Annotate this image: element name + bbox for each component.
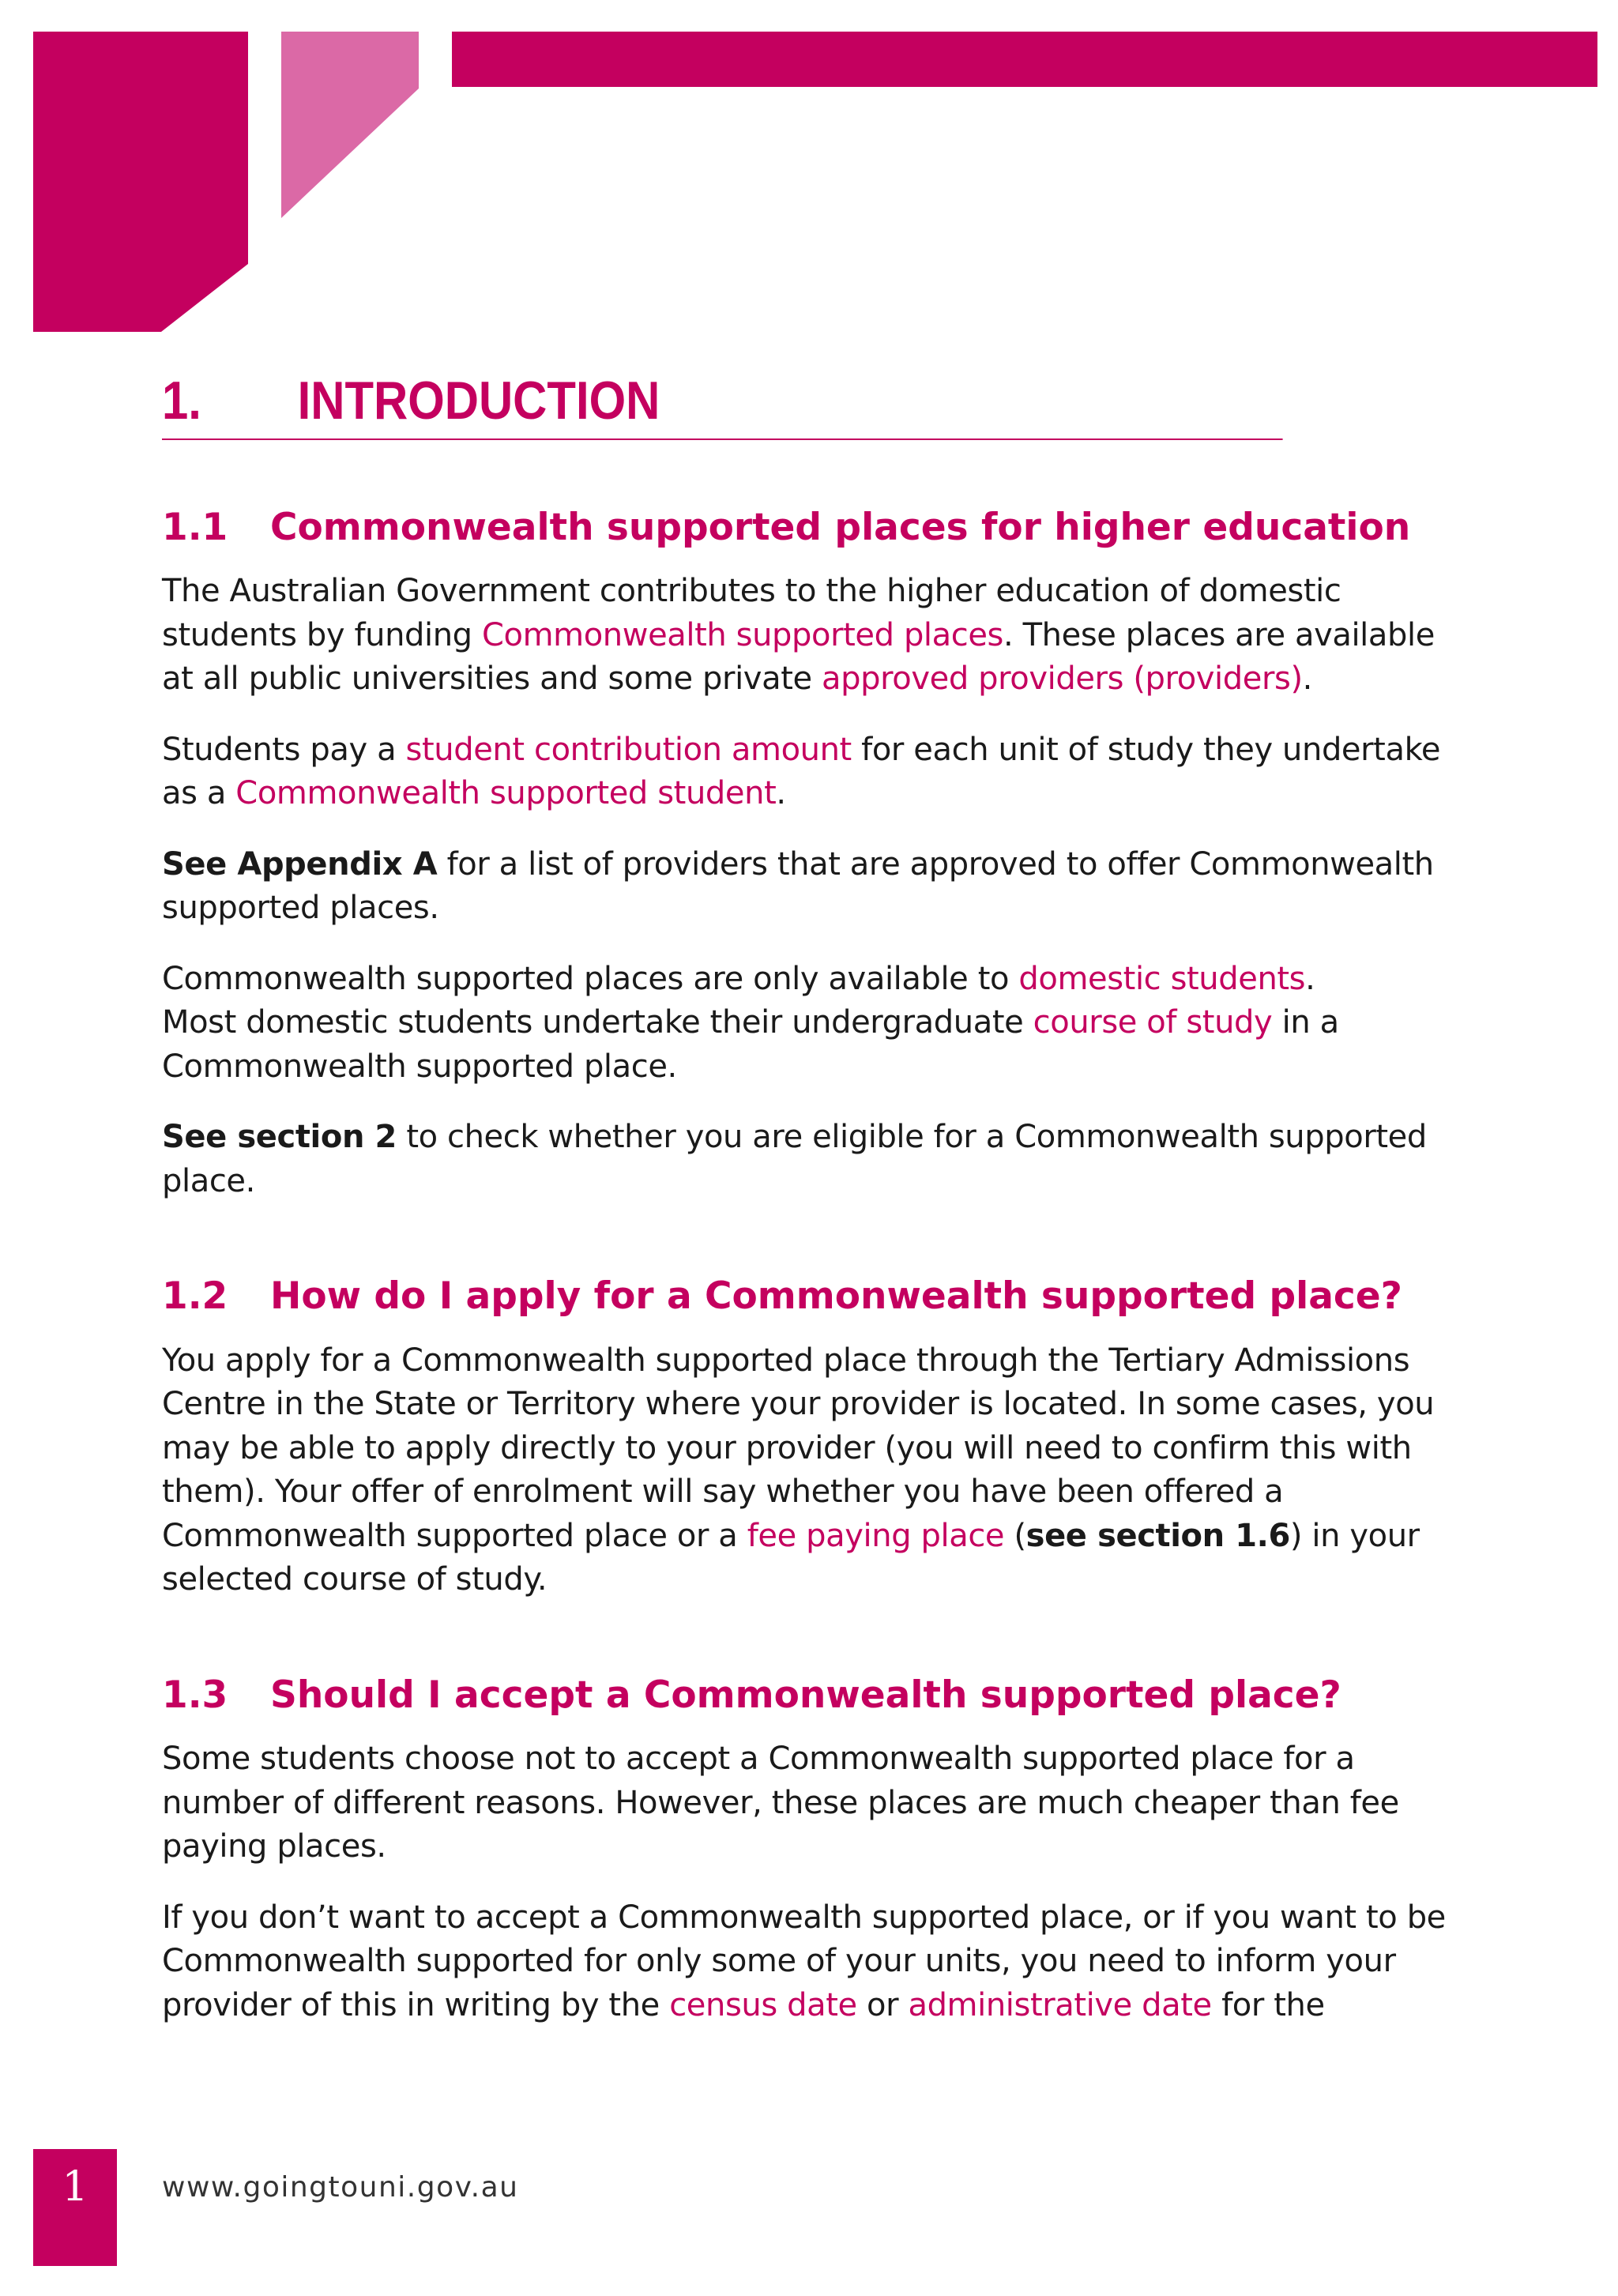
text-run: . These places are available at all public universities and some private (162, 616, 1435, 698)
section-gap (162, 1230, 1458, 1274)
body-content (162, 506, 1458, 2054)
header-block-left (33, 32, 248, 332)
bold-reference: see section 1.6 (1025, 1517, 1290, 1554)
text-run: . (1302, 661, 1312, 698)
text-run: Most domestic students undertake their undergraduate (162, 1004, 1033, 1041)
section-1-1 (162, 506, 1458, 1203)
glossary-term-link[interactable]: student contribution amount (405, 731, 852, 768)
glossary-term-link[interactable]: administrative date (908, 1986, 1212, 2023)
chapter-title: INTRODUCTION (297, 371, 660, 431)
glossary-term-link[interactable]: Commonwealth supported student (235, 775, 777, 812)
section-title (162, 1274, 1458, 1319)
text-run: If you don’t want to accept a Commonwealth supported place, or if you want to be Commonwealth supported for only some of your units, you need to inform your provider of this in writing by the (162, 1899, 1446, 2023)
chapter-number: 1. (162, 371, 201, 431)
section-body (162, 1339, 1458, 1602)
text-run: for the (1211, 1986, 1325, 2023)
text-run: Commonwealth supported places are only available to (162, 960, 1019, 997)
paragraph (162, 570, 1458, 702)
text-run: Students pay a (162, 731, 406, 768)
bold-reference: See section 2 (162, 1119, 397, 1156)
text-run: ) in your selected course of study. (162, 1517, 1420, 1598)
paragraph (162, 728, 1458, 816)
chapter-heading (162, 371, 1283, 440)
section-heading-text: Commonwealth supported places for higher education (270, 506, 1411, 549)
section-number: 1.3 (162, 1673, 228, 1717)
text-run: for a list of providers that are approved to offer Commonwealth supported places. (162, 845, 1434, 927)
section-title (162, 506, 1458, 550)
section-gap (162, 1629, 1458, 1673)
glossary-term-link[interactable]: census date (669, 1986, 857, 2023)
text-run: You apply for a Commonwealth supported place through the Tertiary Admissions Centre in the State or Territory where your provider is located. In some cases, you may be able to apply directly to your provider (you will need to confirm this with them). Your offer of enrolment will say whether you have been offered a Commonwealth supported place or a (162, 1342, 1435, 1554)
text-run: or (856, 1986, 909, 2023)
header-decoration (0, 0, 1618, 340)
section-number: 1.1 (162, 506, 228, 549)
section-heading-text: How do I apply for a Commonwealth supported place? (270, 1274, 1402, 1319)
text-run: in a Commonwealth supported place. (162, 1004, 1339, 1085)
glossary-term-link[interactable]: approved providers (providers) (822, 661, 1303, 698)
paragraph (162, 1116, 1458, 1203)
section-heading-text: Should I accept a Commonwealth supported place? (270, 1673, 1341, 1717)
bold-reference: See Appendix A (162, 845, 438, 883)
paragraph (162, 1339, 1458, 1602)
header-block-light (281, 32, 419, 218)
section-title (162, 1673, 1458, 1718)
section-1-2 (162, 1274, 1458, 1602)
text-run: to check whether you are eligible for a Commonwealth supported place. (162, 1119, 1427, 1199)
text-run: . (776, 775, 786, 812)
text-run: The Australian Government contributes to the higher education of domestic students by funding (162, 573, 1341, 653)
section-number: 1.2 (162, 1274, 228, 1319)
section-1-3 (162, 1673, 1458, 2027)
paragraph (162, 1737, 1458, 1869)
text-run: Some students choose not to accept a Commonwealth supported place for a number of different reasons. However, these places are much cheaper than fee paying places. (162, 1741, 1399, 1865)
paragraph (162, 843, 1458, 931)
header-bar-right (452, 32, 1597, 87)
text-run: ( (1004, 1517, 1026, 1554)
glossary-term-link[interactable]: Commonwealth supported places (482, 616, 1004, 653)
text-run: for each unit of study they undertake as a (162, 731, 1441, 812)
page-number: 1 (62, 2163, 88, 2211)
section-body (162, 1737, 1458, 2027)
section-body (162, 570, 1458, 1203)
text-run: . (1305, 960, 1315, 997)
glossary-term-link[interactable]: course of study (1033, 1004, 1273, 1041)
page-number-badge (33, 2149, 117, 2266)
footer-url[interactable]: www.goingtouni.gov.au (162, 2171, 519, 2204)
paragraph (162, 958, 1458, 1090)
glossary-term-link[interactable]: domestic students (1018, 960, 1306, 997)
glossary-term-link[interactable]: fee paying place (747, 1517, 1005, 1554)
paragraph (162, 1896, 1458, 2028)
